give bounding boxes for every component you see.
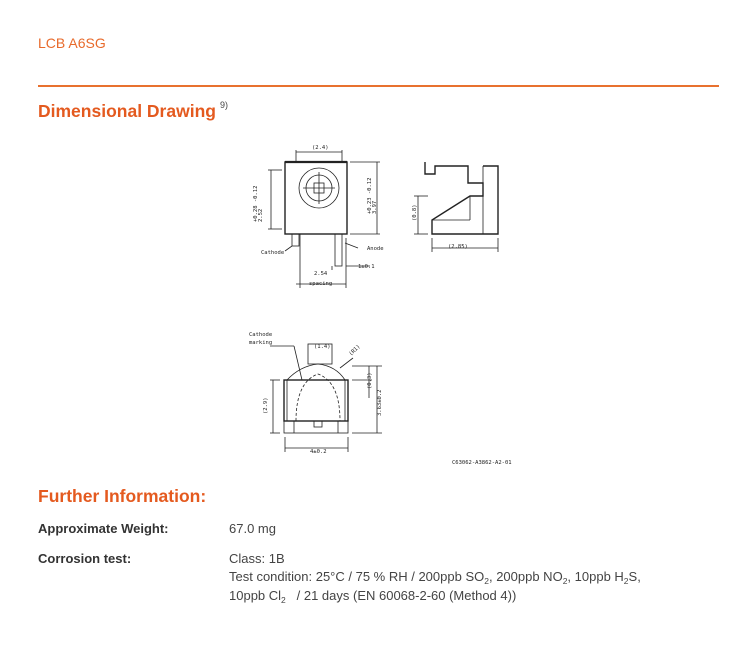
cathode-marking-label-2: marking	[249, 340, 273, 346]
dim-0-8: (0.8)	[412, 204, 418, 221]
test-condition-line-1: Test condition: 25°C / 75 % RH / 200ppb $SO_2$, 200ppb $NO_2$, 10ppb $H_2S$,	[229, 568, 641, 586]
dim-2-85: (2.85)	[448, 244, 468, 250]
anode-label: Anode	[367, 246, 384, 252]
dim-r1: (R1)	[348, 343, 362, 358]
dim-2-54: 2.54	[314, 271, 328, 277]
weight-label: Approximate Weight:	[38, 521, 169, 536]
dim-2-52-tol: +0.28 -0.12	[253, 185, 259, 222]
corrosion-details	[229, 550, 641, 607]
dim-3-63: 3.63±0.2	[377, 389, 383, 416]
cathode-marking-label-1: Cathode	[249, 332, 273, 338]
test-condition-line-2: 10ppb $Cl_2 / 21$ days (EN 60068-2-60 (Method 4))	[229, 588, 517, 605]
dim-2-4: (2.4)	[312, 145, 329, 151]
dim-1-4: (1.4)	[314, 344, 331, 350]
dim-2-52: 2.52	[258, 208, 264, 222]
dimensional-drawing-title: Dimensional Drawing	[38, 101, 216, 121]
dim-3-97: 3.97	[372, 200, 378, 214]
dim-4: 4±0.2	[310, 449, 327, 455]
side-view	[414, 162, 498, 252]
dim-3-97-tol: +0.23 -0.12	[367, 177, 373, 214]
dim-2-9: (2.9)	[263, 397, 269, 414]
dim-0-3: (0.3)	[367, 372, 373, 389]
drawing-labels	[249, 145, 512, 466]
footnote-marker: 9)	[219, 100, 228, 110]
dim-1-01: 1±0.1	[358, 264, 375, 270]
weight-value: 67.0 mg	[229, 521, 276, 536]
corrosion-class: Class: 1B	[229, 551, 285, 566]
cathode-label: Cathode	[261, 250, 285, 256]
part-number: LCB A6SG	[38, 35, 106, 51]
bottom-view	[270, 344, 382, 452]
corrosion-label: Corrosion test:	[38, 551, 132, 566]
further-information-heading: Further Information:	[38, 486, 207, 506]
spacing-label: spacing	[309, 281, 333, 287]
drawing-id: C63062-A3862-A2-01	[452, 460, 512, 466]
